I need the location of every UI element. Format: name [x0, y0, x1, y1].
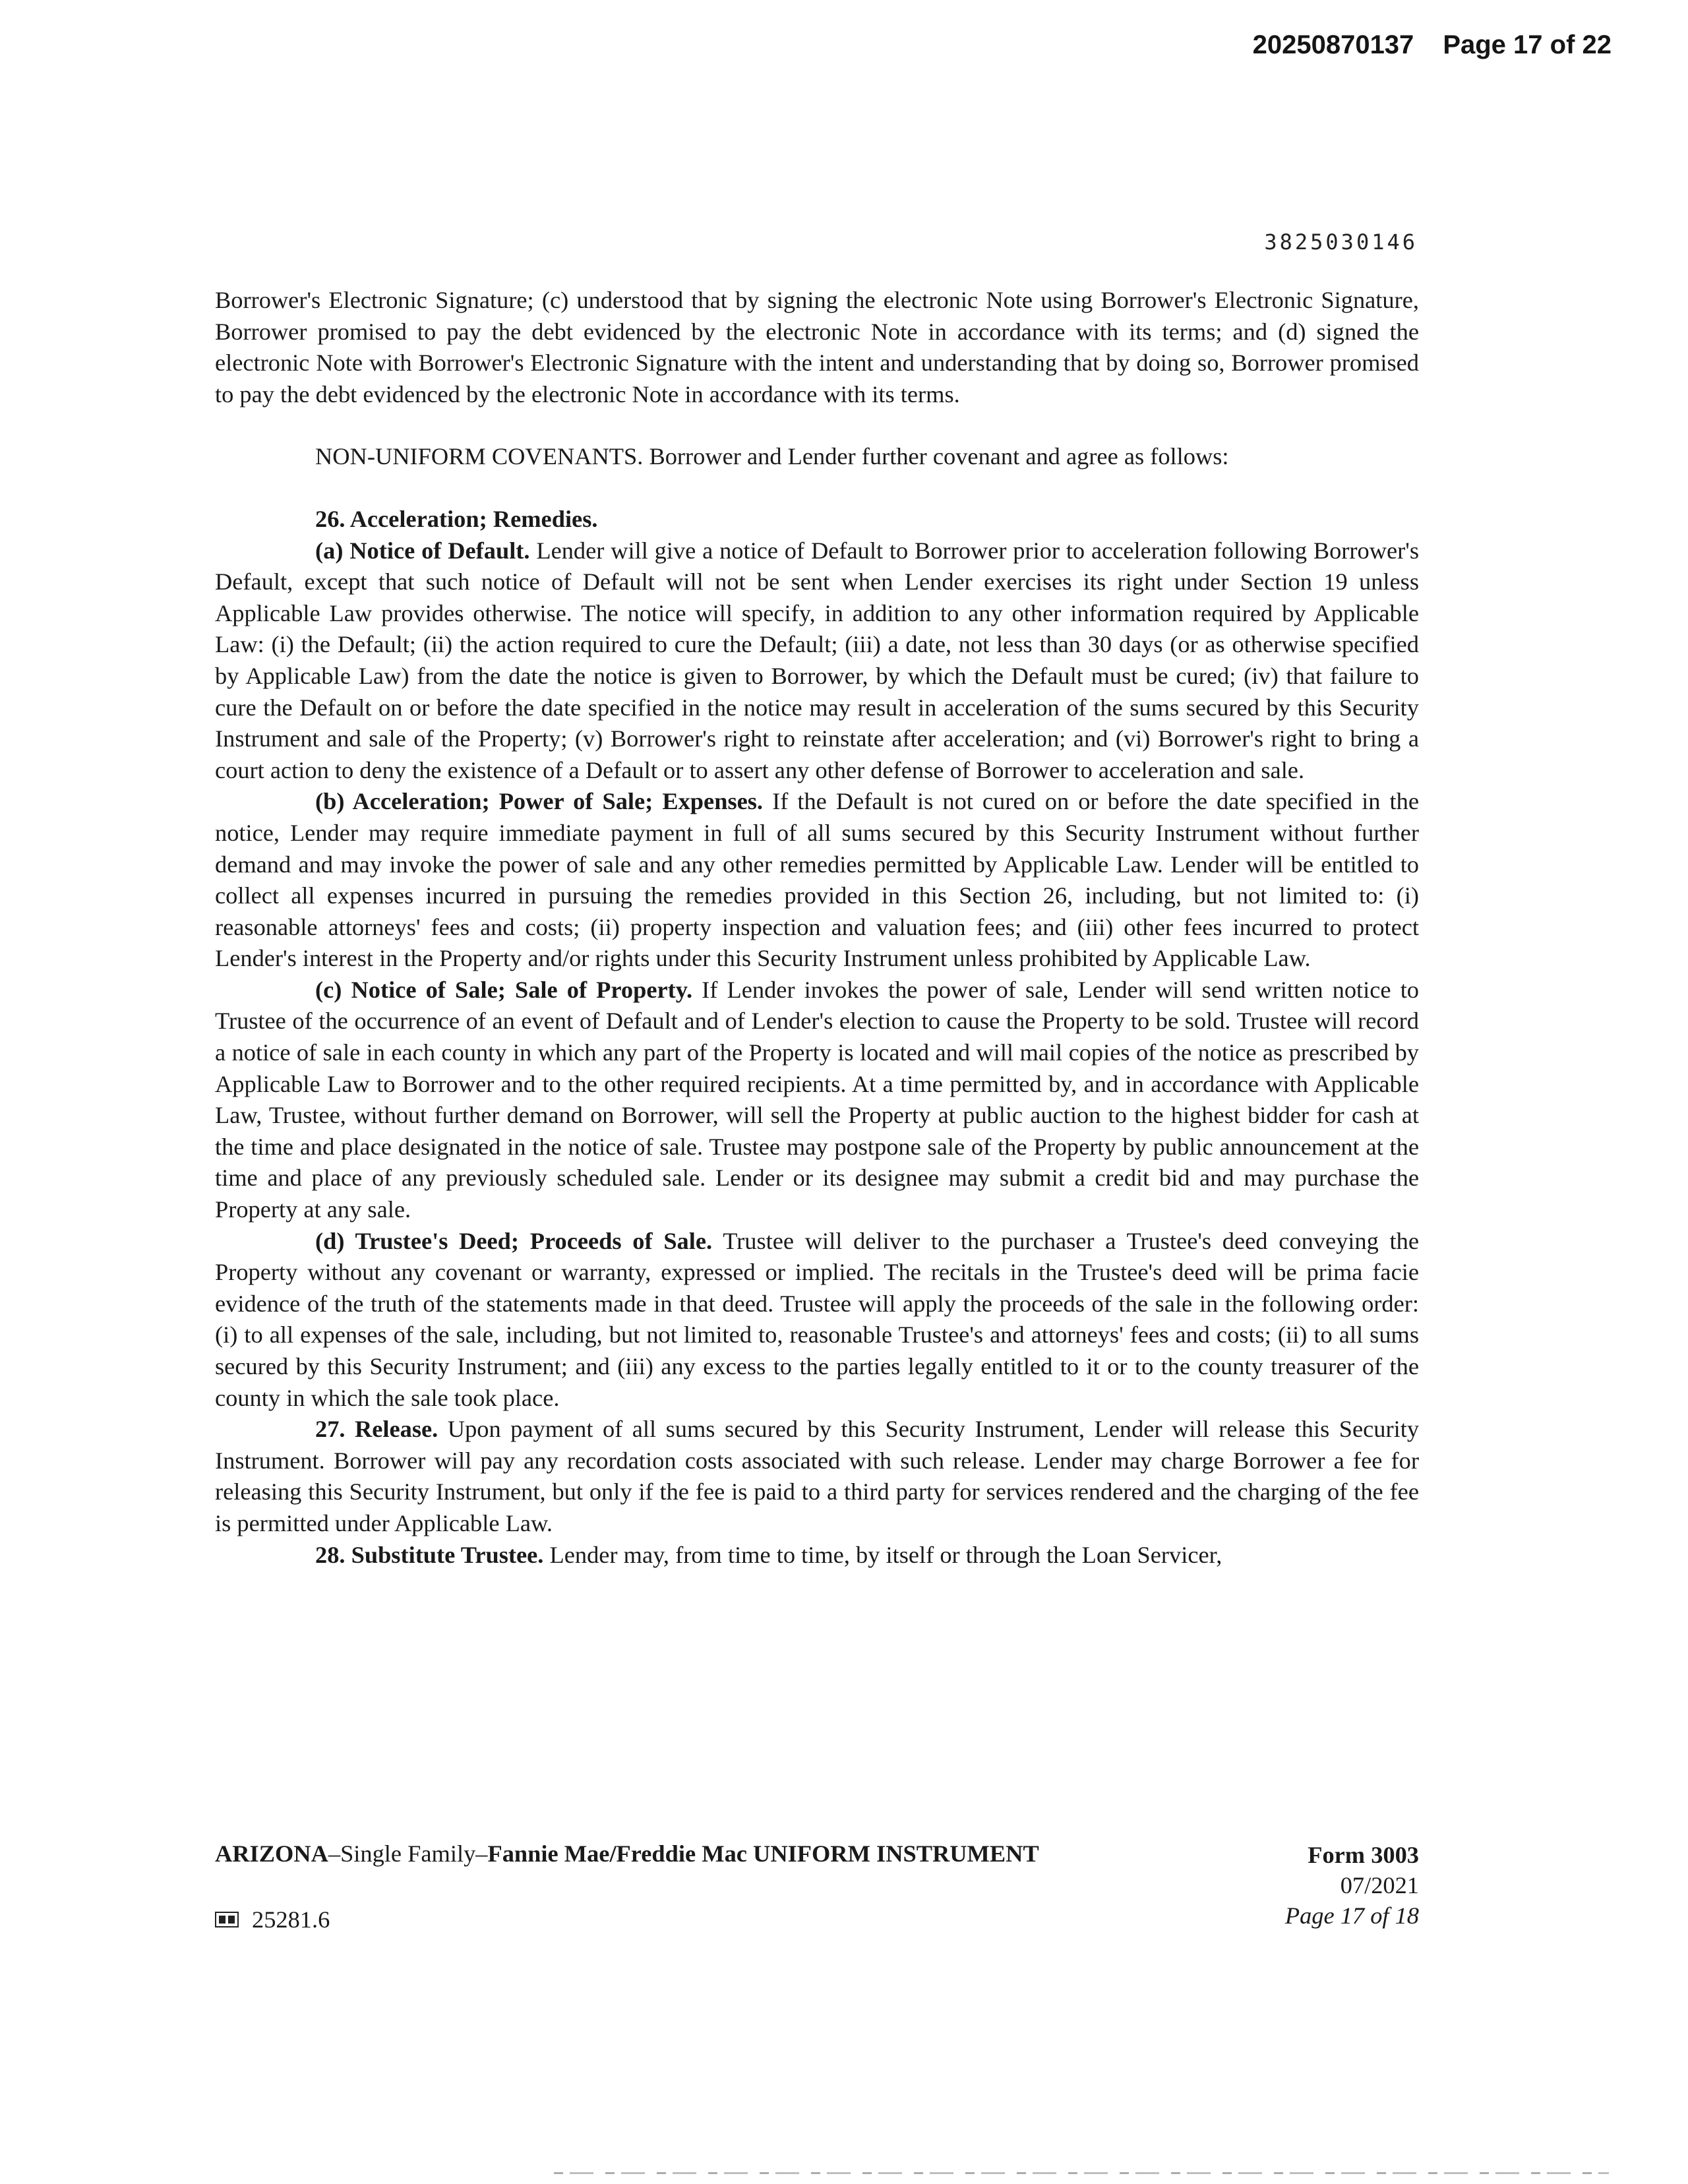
footer-form-date: 07/2021 — [1340, 1872, 1419, 1898]
section-26a — [215, 535, 1419, 787]
section-26d-heading: (d) Trustee's Deed; Proceeds of Sale. — [315, 1227, 713, 1254]
footer-doc-code-text: 25281.6 — [252, 1906, 330, 1933]
section-26a-heading: (a) Notice of Default. — [315, 537, 530, 564]
section-26d — [215, 1226, 1419, 1414]
document-code-icon — [215, 1912, 239, 1927]
section-26c-heading: (c) Notice of Sale; Sale of Property. — [315, 976, 693, 1003]
footer-family: –Single Family– — [328, 1840, 488, 1867]
footer-instrument: Fannie Mae/Freddie Mac UNIFORM INSTRUMENT — [487, 1840, 1039, 1867]
section-27 — [215, 1414, 1419, 1539]
footer-form-info — [1285, 1840, 1419, 1931]
section-28 — [215, 1540, 1419, 1571]
document-body — [215, 285, 1419, 1571]
section-28-text: Lender may, from time to time, by itself or through the Loan Servicer, — [543, 1541, 1222, 1568]
paragraph-electronic-signature: Borrower's Electronic Signature; (c) understood that by signing the electronic Note using Borrower's Electronic Signature, Borrower promised to pay the debt evidenced by the electronic Note in accordance with its terms; and (d) signed the electronic Note with Borrower's Electronic Signature with the intent and understanding that by doing so, Borrower promised to pay the debt evidenced by the electronic Note in accordance with its terms. — [215, 287, 1419, 408]
section-26a-text: Lender will give a notice of Default to Borrower prior to acceleration following Borrower's Default, except that such notice of Default will not be sent when Lender exercises its right under Section 19 unless Applicable Law provides otherwise. The notice will specify, in addition to any other information required by Applicable Law: (i) the Default; (ii) the action required to cure the Default; (iii) a date, not less than 30 days (or as otherwise specified by Applicable Law) from the date the notice is given to Borrower, by which the Default must be cured; (iv) that failure to cure the Default on or before the date specified in the notice may result in acceleration of the sums secured by this Security Instrument and sale of the Property; (v) Borrower's right to reinstate after acceleration; and (vi) Borrower's right to bring a court action to deny the existence of a Default or to assert any other defense of Borrower to acceleration and sale. — [215, 537, 1420, 783]
footer-state: ARIZONA — [215, 1840, 328, 1867]
footer-form-number: Form 3003 — [1308, 1842, 1419, 1868]
footer-form-title — [215, 1840, 1039, 1867]
section-26c-text: If Lender invokes the power of sale, Lender will send written notice to Trustee of the occurrence of an event of Default and of Lender's election to cause the Property to be sold. Trustee will record a notice of sale in each county in which any part of the Property is located and will mail copies of the notice as prescribed by Applicable Law to Borrower and to the other required recipients. At a time permitted by, and in accordance with Applicable Law, Trustee, without further demand on Borrower, will sell the Property at public auction to the highest bidder for cash at the time and place designated in the notice of sale. Trustee may postpone sale of the Property by public announcement at the time and place of any previously scheduled sale. Lender or its designee may submit a credit bid and may purchase the Property at any sale. — [215, 976, 1419, 1223]
section-27-heading: 27. Release. — [315, 1416, 438, 1443]
recording-page-label: Page 17 of 22 — [1443, 30, 1612, 59]
section-26b — [215, 786, 1419, 975]
recording-number: 20250870137 — [1252, 30, 1414, 59]
recording-header — [1253, 30, 1612, 60]
section-26b-text: If the Default is not cured on or before the date specified in the notice, Lender may require immediate payment in full of all sums secured by this Security Instrument without further demand and may invoke the power of sale and any other remedies permitted by Applicable Law. Lender will be entitled to collect all expenses incurred in pursuing the remedies provided in this Section 26, including, but not limited to: (i) reasonable attorneys' fees and costs; (ii) property inspection and valuation fees; and (iii) other fees incurred to protect Lender's interest in the Property and/or rights under this Security Instrument unless prohibited by Applicable Law. — [215, 788, 1419, 972]
paragraph-non-uniform-covenants: NON-UNIFORM COVENANTS. Borrower and Lender further covenant and agree as follows: — [315, 443, 1229, 470]
section-26d-text: Trustee will deliver to the purchaser a Trustee's deed conveying the Property without any covenant or warranty, expressed or implied. The recitals in the Trustee's deed will be prima facie evidence of the truth of the statements made in that deed. Trustee will apply the proceeds of the sale in the following order: (i) to all expenses of the sale, including, but not limited to, reasonable Trustee's and attorneys' fees and costs; (ii) to all sums secured by this Security Instrument; and (iii) any excess to the parties legally entitled to it or to the county treasurer of the county in which the sale took place. — [215, 1227, 1419, 1411]
footer-page-of: Page 17 of 18 — [1284, 1902, 1419, 1929]
footer-doc-code — [215, 1906, 330, 1933]
section-26c — [215, 975, 1419, 1226]
section-27-text: Upon payment of all sums secured by this Security Instrument, Lender will release this Security Instrument. Borrower will pay any recordation costs associated with such release. Lender may charge Borrower a fee for releasing this Security Instrument, but only if the fee is paid to a third party for services rendered and the charging of the fee is permitted under Applicable Law. — [215, 1416, 1420, 1536]
loan-number: 3825030146 — [1264, 229, 1418, 255]
section-26-heading: 26. Acceleration; Remedies. — [315, 505, 598, 532]
section-26b-heading: (b) Acceleration; Power of Sale; Expenses. — [315, 788, 764, 815]
section-28-heading: 28. Substitute Trustee. — [315, 1541, 544, 1568]
scan-artifact-line — [554, 2172, 1609, 2174]
